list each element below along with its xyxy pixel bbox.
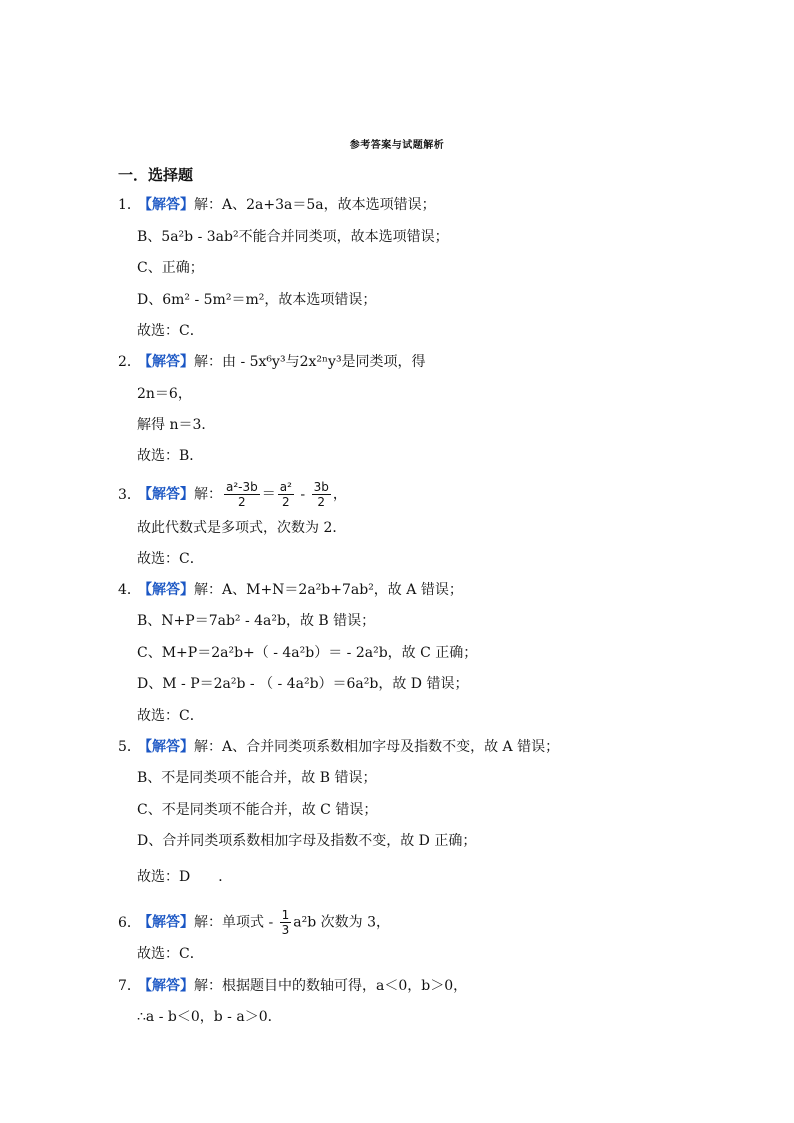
section-heading: 一．选择题 [118,166,194,184]
q3-equals: ＝ [261,486,276,503]
q5-line-1 [118,737,559,757]
answer-tag: 【解答】 [138,354,194,370]
q2-line-3: 解得 n＝3． [137,417,216,433]
q3-suffix: ， [332,486,347,503]
q1-line-4: D、6m² - 5m²＝m²，故本选项错误； [137,292,377,308]
q1-line-2: B、5a²b - 3ab²不能合并同类项，故本选项错误； [137,229,449,245]
q6-prefix: 解：单项式 - [194,914,278,931]
q7-line-2: ∴a - b＜0，b - a＞0． [137,1009,282,1025]
answer-tag: 【解答】 [138,582,194,598]
q3-frac2-denominator: 2 [282,495,290,509]
q4-line-2: B、N+P＝7ab² - 4a²b，故 B 错误； [137,613,376,629]
q5-line-4: D、合并同类项系数相加字母及指数不变，故 D 正确； [137,833,477,849]
q3-line-2: 故此代数式是多项式，次数为 2． [137,520,347,536]
q6-frac-numerator: 1 [281,908,290,922]
answer-tag: 【解答】 [138,978,194,994]
q5-line-3: C、不是同类项不能合并，故 C 错误； [137,802,378,818]
q6-frac-denominator: 3 [281,923,290,937]
q3-number: 3． [118,486,141,503]
q7-line-1 [118,976,467,996]
q5-text-1: 解：A、合并同类项系数相加字母及指数不变，故 A 错误； [194,739,560,755]
q6-fraction [280,908,292,937]
q3-frac1-numerator: a²-3b [226,480,258,494]
q3-line-1 [118,480,347,509]
q2-number: 2． [118,354,141,370]
answer-tag: 【解答】 [138,739,194,755]
q3-frac3-denominator: 2 [317,495,326,509]
q2-text-1: 解：由 - 5x⁶y³与2x²ⁿy³是同类项，得 [194,354,426,370]
q1-text-1: 解：A、2a+3a＝5a，故本选项错误； [194,197,436,213]
q3-frac2-numerator: a² [279,480,292,494]
q2-line-1 [118,352,426,372]
q4-line-3: C、M+P＝2a²b+（ - 4a²b）＝ - 2a²b，故 C 正确； [137,645,478,661]
q1-line-5: 故选：C． [137,323,204,339]
q3-fraction-3 [312,480,331,509]
q6-number: 6． [118,914,141,931]
q1-number: 1． [118,197,141,213]
q3-line-3: 故选：C． [137,551,204,567]
q3-fraction-1 [224,480,260,509]
q6-line-1 [118,908,390,937]
q4-text-1: 解：A、M+N＝2a²b+7ab²，故 A 错误； [194,582,463,598]
q2-line-4: 故选：B． [137,448,204,464]
q7-text-1: 解：根据题目中的数轴可得，a＜0，b＞0， [194,978,468,994]
q4-line-5: 故选：C． [137,708,204,724]
q4-line-4: D、M - P＝2a²b - （ - 4a²b）＝6a²b，故 D 错误； [137,676,469,692]
q3-minus: - [295,486,310,503]
q3-frac3-numerator: 3b [313,480,329,494]
answer-tag: 【解答】 [138,914,194,931]
page-title: 参考答案与试题解析 [349,140,445,151]
answer-tag: 【解答】 [138,486,194,503]
answer-tag: 【解答】 [138,197,194,213]
q6-suffix: a²b 次数为 3， [293,914,391,931]
q5-number: 5． [118,739,141,755]
q2-line-2: 2n＝6， [137,386,192,402]
q3-fraction-2 [278,480,294,509]
q4-number: 4． [118,582,141,598]
q5-line-5: 故选：D ． [137,869,233,885]
q1-line-3: C、正确； [137,260,204,276]
q3-frac1-denominator: 2 [238,495,246,509]
q6-line-2: 故选：C． [137,946,204,962]
q3-prefix: 解： [194,486,222,503]
q4-line-1 [118,580,463,600]
q5-line-2: B、不是同类项不能合并，故 B 错误； [137,770,377,786]
q7-number: 7． [118,978,141,994]
q1-line-1 [118,195,436,215]
